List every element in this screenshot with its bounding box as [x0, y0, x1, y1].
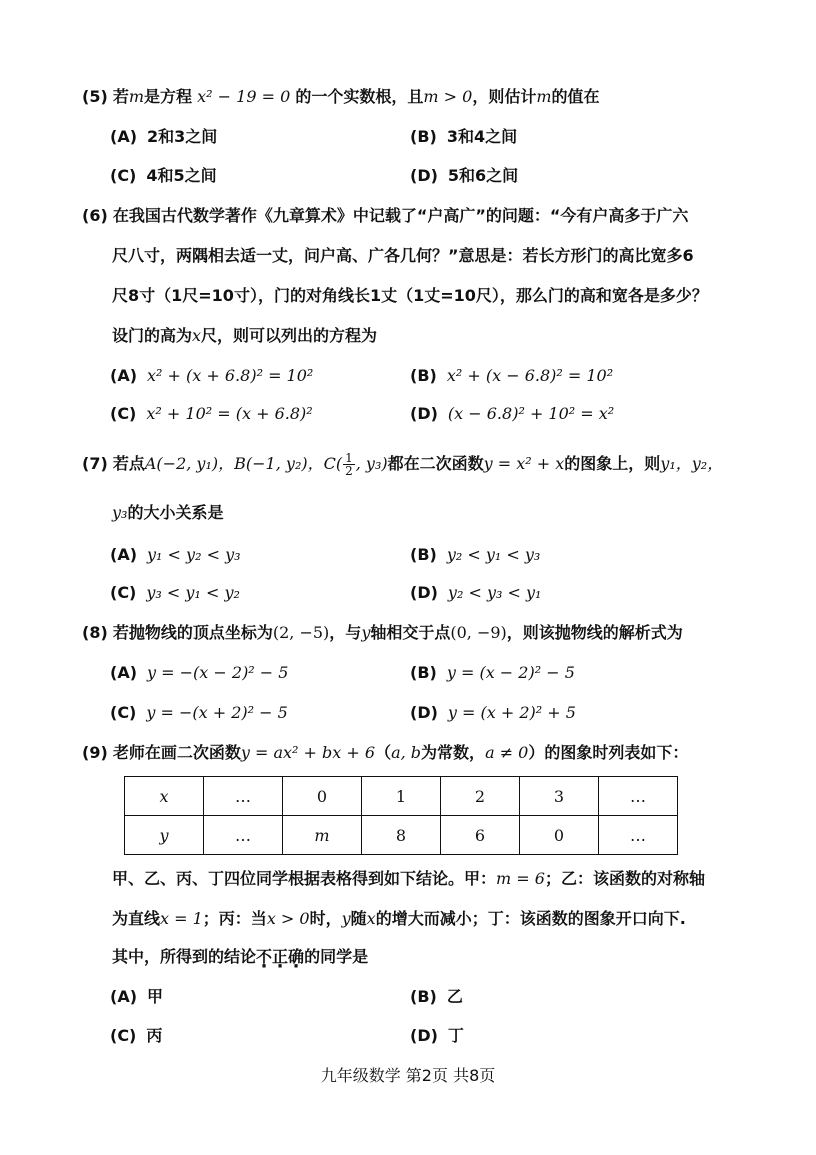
q6-stem-line1: (6) 在我国古代数学著作《九章算术》中记载了“户高广”的问题：“今有户高多于广六	[82, 206, 689, 225]
table-row	[125, 816, 678, 855]
q7-stem-line2: y₃的大小关系是	[112, 503, 224, 522]
q9-stem-line1: (9) 老师在画二次函数y = ax² + bx + 6（a, b为常数，a ≠ 0）的图象时列表如下：	[82, 743, 689, 762]
q8-stem: (8) 若抛物线的顶点坐标为(2, −5)，与y轴相交于点(0, −9)，则该抛物线的解析式为	[82, 623, 683, 642]
q5-option-a[interactable]: (A) 2和3之间	[110, 127, 218, 146]
q5-number: (5)	[82, 87, 108, 106]
table-cell: …	[204, 777, 283, 816]
q6-stem-line2: 尺八寸，两隅相去适一丈，问户高、广各几何？”意思是：若长方形门的高比宽多6	[112, 246, 694, 265]
q5-condition: m > 0	[423, 87, 473, 106]
table-cell: …	[599, 777, 678, 816]
q7-point-a: A(−2, y₁)，	[144, 454, 235, 473]
table-cell: …	[599, 816, 678, 855]
table-cell: x	[125, 777, 204, 816]
q6-option-a[interactable]: (A) x² + (x + 6.8)² = 10²	[110, 366, 314, 385]
q9-option-d[interactable]: (D) 丁	[410, 1026, 464, 1045]
q8-option-c[interactable]: (C) y = −(x + 2)² − 5	[110, 703, 288, 722]
table-cell: …	[204, 816, 283, 855]
q7-option-b[interactable]: (B) y₂ < y₁ < y₃	[410, 545, 541, 564]
q5-option-b[interactable]: (B) 3和4之间	[410, 127, 518, 146]
q7-option-d[interactable]: (D) y₂ < y₃ < y₁	[410, 583, 542, 602]
table-cell: 8	[362, 816, 441, 855]
q8-number: (8)	[82, 623, 108, 642]
q7-stem-line1: (7) 若点A(−2, y₁)，B(−1, y₂)，C( $\frac{1}{2}$ , y₃)都在二次函数y = x² + x的图象上，则y₁，y₂，	[82, 451, 724, 478]
q9-option-a[interactable]: (A) 甲	[110, 987, 164, 1006]
q6-option-c[interactable]: (C) x² + 10² = (x + 6.8)²	[110, 404, 313, 423]
q7-function: y = x² + x	[483, 454, 565, 473]
q9-number: (9)	[82, 743, 108, 762]
table-cell: 0	[520, 816, 599, 855]
q8-option-b[interactable]: (B) y = (x − 2)² − 5	[410, 663, 575, 682]
emphasis-dot-char: 不	[256, 947, 273, 966]
q7-option-a[interactable]: (A) y₁ < y₂ < y₃	[110, 545, 241, 564]
q5-equation: x² − 19 = 0	[197, 87, 291, 106]
table-cell: 6	[441, 816, 520, 855]
q6-option-d[interactable]: (D) (x − 6.8)² + 10² = x²	[410, 404, 615, 423]
table-cell: m	[283, 816, 362, 855]
page-footer: 九年级数学 第2页 共8页	[320, 1066, 496, 1085]
q9-stem-line2: 甲、乙、丙、丁四位同学根据表格得到如下结论。甲：m = 6；乙：该函数的对称轴	[112, 869, 705, 888]
q8-intercept: (0, −9)	[450, 623, 507, 642]
q6-number: (6)	[82, 206, 108, 225]
q7-point-b: B(−1, y₂)，	[234, 454, 324, 473]
table-cell: y	[125, 816, 204, 855]
q6-stem-line4: 设门的高为x尺，则可以列出的方程为	[112, 326, 378, 345]
emphasis-dot-char: 正	[272, 947, 289, 966]
q9-function: y = ax² + bx + 6	[240, 743, 376, 762]
table-cell: 2	[441, 777, 520, 816]
q7-number: (7)	[82, 454, 108, 473]
q9-option-c[interactable]: (C) 丙	[110, 1026, 163, 1045]
table-row	[125, 777, 678, 816]
q7-option-c[interactable]: (C) y₃ < y₁ < y₂	[110, 583, 240, 602]
q5-option-d[interactable]: (D) 5和6之间	[410, 166, 519, 185]
q9-stem-line4: 其中，所得到的结论不正确的同学是	[112, 947, 369, 966]
q6-stem-line3: 尺8寸（1尺=10寸），门的对角线长1丈（1丈=10尺），那么门的高和宽各是多少？	[112, 286, 708, 305]
table-cell: 0	[283, 777, 362, 816]
q8-option-a[interactable]: (A) y = −(x − 2)² − 5	[110, 663, 289, 682]
q6-option-b[interactable]: (B) x² + (x − 6.8)² = 10²	[410, 366, 614, 385]
q9-stem-line3: 为直线x = 1；丙：当x > 0时，y随x的增大而减小；丁：该函数的图象开口向下.	[112, 909, 686, 928]
q9-option-b[interactable]: (B) 乙	[410, 987, 463, 1006]
emphasis-dot-char: 确	[288, 947, 305, 966]
table-cell: 1	[362, 777, 441, 816]
q9-value-table	[124, 776, 678, 855]
table-cell: 3	[520, 777, 599, 816]
q8-option-d[interactable]: (D) y = (x + 2)² + 5	[410, 703, 576, 722]
q8-vertex: (2, −5)	[272, 623, 330, 642]
q5-stem: (5) 若m是方程 x² − 19 = 0 的一个实数根，且m > 0，则估计m的值在	[82, 87, 600, 106]
q7-fraction: $\frac{1}{2}$	[345, 451, 353, 478]
q5-option-c[interactable]: (C) 4和5之间	[110, 166, 217, 185]
